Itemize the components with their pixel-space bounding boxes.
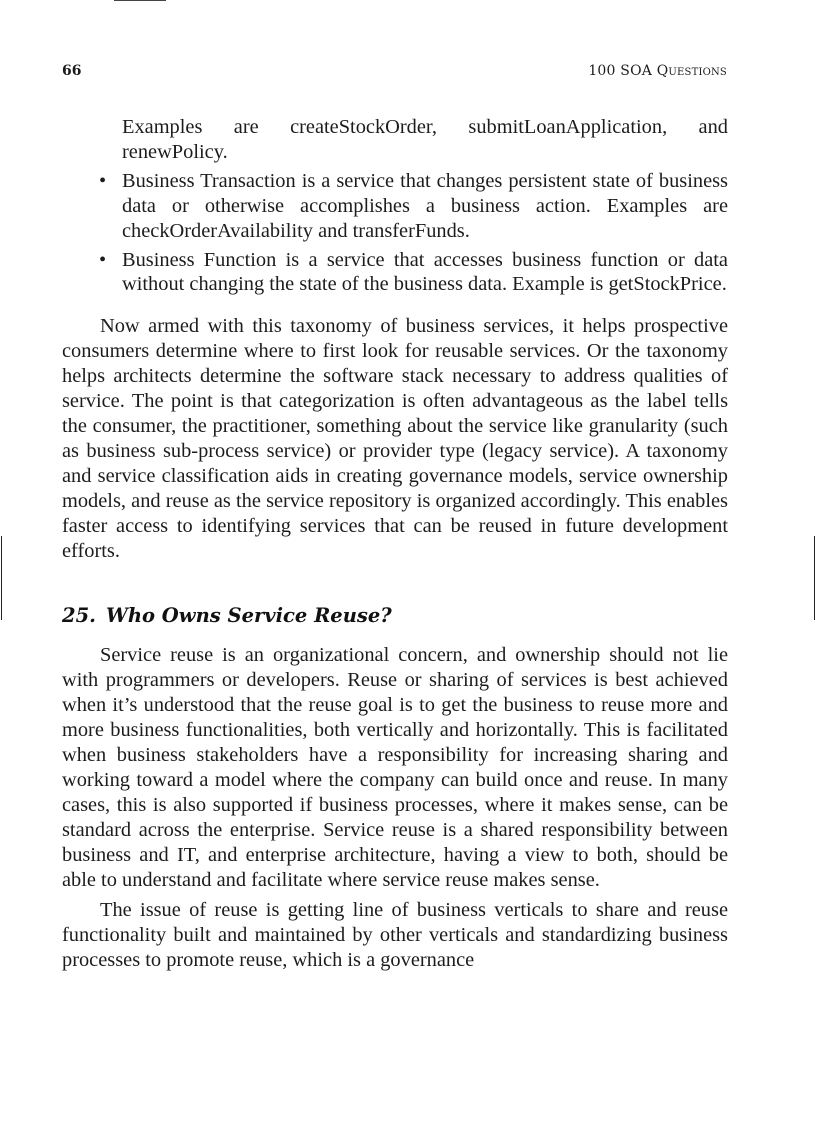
section-title: Who Owns Service Reuse?: [105, 604, 392, 628]
book-title: 100 SOA Questions: [588, 63, 727, 79]
page-number: 66: [62, 63, 82, 79]
bullet-item-business-function: [62, 248, 728, 298]
section-heading: [62, 603, 728, 629]
intro-continuation: Examples are createStockOrder, submitLoanApplication, and renewPolicy.: [122, 116, 728, 163]
paragraph-issue: The issue of reuse is getting line of business verticals to share and reuse functionality built and maintained by other verticals and standardizing business processes to promote reuse, which is a governance: [62, 899, 728, 972]
left-edge-mark: [1, 536, 2, 620]
running-head: [62, 63, 727, 83]
right-edge-mark: [814, 536, 815, 620]
bullet-text: Business Transaction is a service that changes persistent state of business data or otherwise accomplishes a business action. Examples are checkOrderAvailability and transferFunds.: [122, 169, 728, 242]
paragraph-ownership: Service reuse is an organizational concern, and ownership should not lie with programmers or developers. Reuse or sharing of services is best achieved when it’s understood that the reuse goal is to get the business to reuse more and more business functionalities, both vertically and horizontally. This is facilitated when business stakeholders have a responsibility for increasing sharing and working toward a model where the company can build once and reuse. In many cases, this is also supported if business processes, where it makes sense, can be standard across the enterprise. Service reuse is a shared responsibility between business and IT, and enterprise architecture, having a view to both, should be able to understand and facilitate where service reuse makes sense.: [62, 644, 728, 891]
page-body: [62, 115, 728, 973]
bullet-text: Business Function is a service that accesses business function or data without changing the state of the business data. Example is getStockPrice.: [122, 248, 728, 296]
paragraph-taxonomy: Now armed with this taxonomy of business services, it helps prospective consumers determine where to first look for reusable services. Or the taxonomy helps architects determine the software stack necessary to address qualities of service. The point is that categorization is often advantageous as the label tells the consumer, the practitioner, something about the service like granularity (such as business sub-process service) or provider type (legacy service). A taxonomy and service classification aids in creating governance models, service ownership models, and reuse as the service repository is organized accordingly. This enables faster access to identifying services that can be reused in future development efforts.: [62, 315, 728, 562]
bullet-item-business-transaction: [62, 169, 728, 244]
section-number: 25.: [62, 604, 96, 628]
bullet-list: [62, 169, 728, 298]
top-rule: [114, 0, 166, 1]
bullet-icon: •: [99, 248, 107, 271]
bullet-icon: •: [99, 169, 107, 192]
